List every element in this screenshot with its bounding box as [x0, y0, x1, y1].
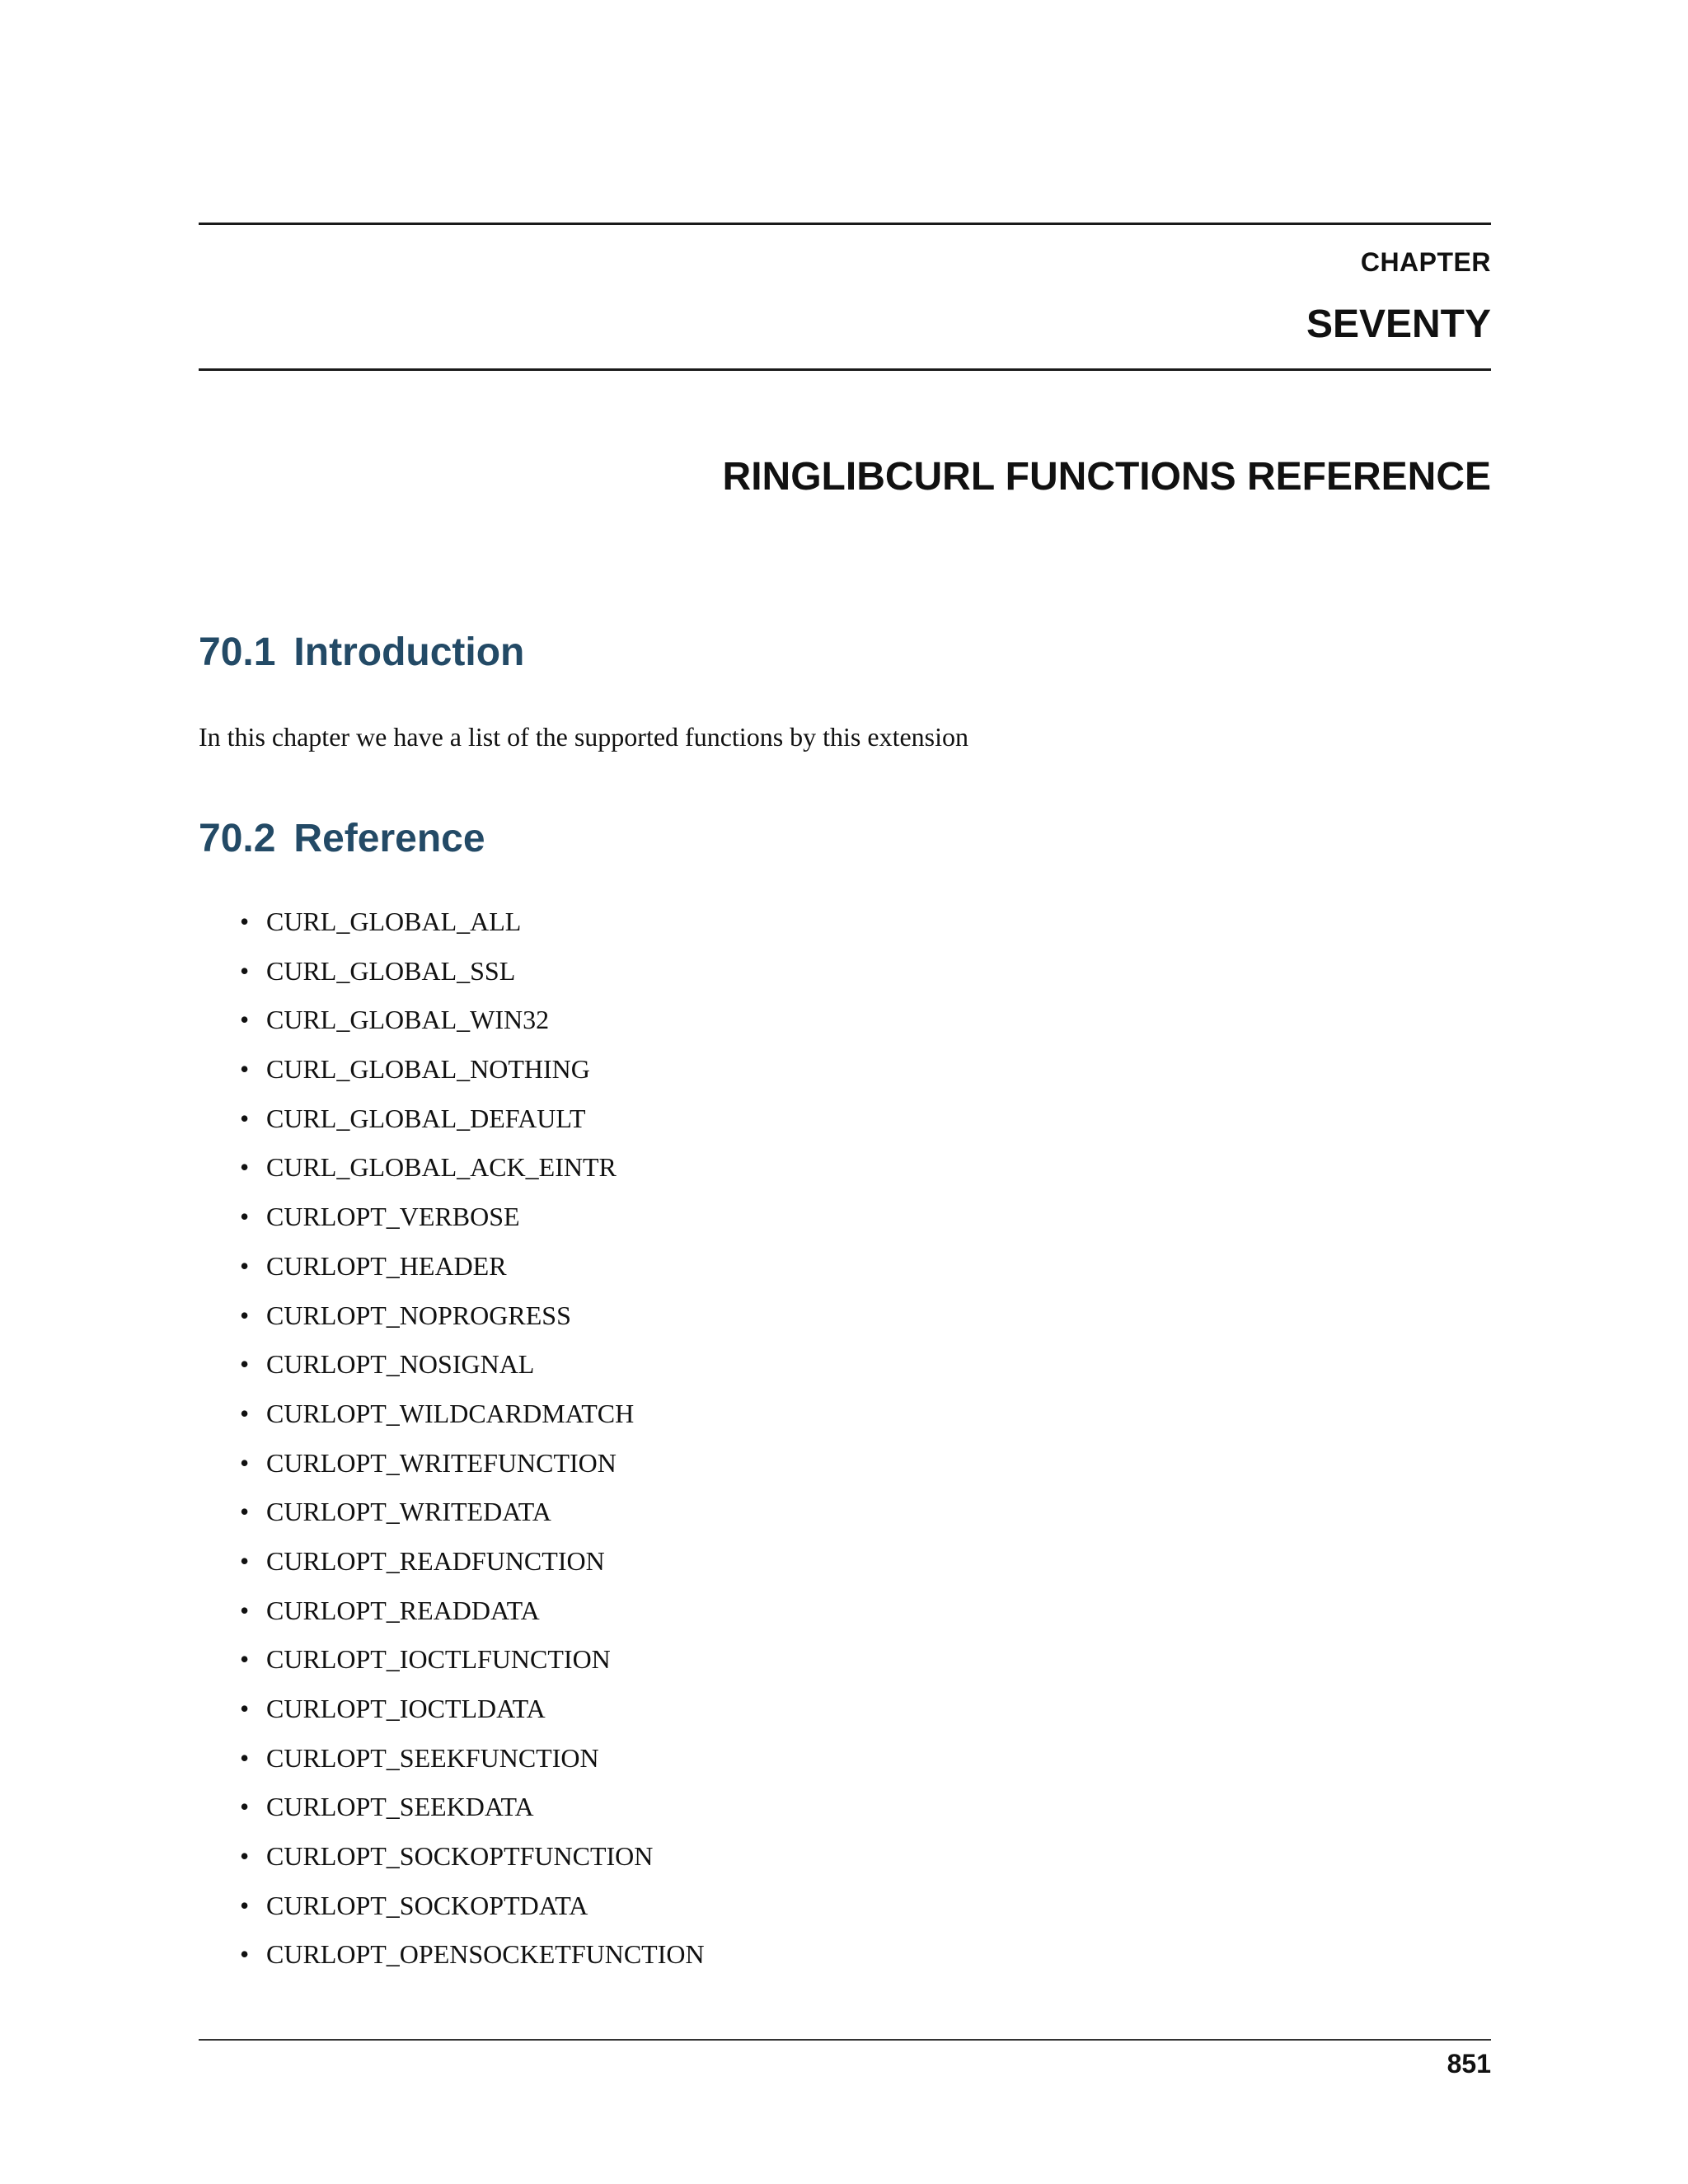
list-item [199, 1099, 705, 1148]
bullet: • [240, 1497, 250, 1527]
bullet: • [240, 1792, 250, 1822]
bullet: • [240, 1300, 250, 1330]
list-item [199, 1787, 705, 1836]
bullet: • [240, 1694, 250, 1723]
list-item-text: CURLOPT_SOCKOPTDATA [266, 1890, 588, 1920]
list-item-text: CURLOPT_WRITEFUNCTION [266, 1447, 617, 1478]
bullet: • [240, 1447, 250, 1478]
bullet: • [240, 955, 250, 986]
list-item [199, 1049, 705, 1099]
bullet: • [240, 907, 250, 936]
list-item [199, 1000, 705, 1049]
list-item [199, 1443, 705, 1493]
list-item-text: CURL_GLOBAL_ALL [266, 907, 522, 936]
chapter-top-rule [199, 223, 1491, 225]
section-heading-introduction [199, 630, 524, 675]
bullet: • [240, 1545, 250, 1576]
bullet: • [240, 1890, 250, 1920]
list-item-text: CURLOPT_IOCTLDATA [266, 1694, 546, 1723]
chapter-number: SEVENTY [1306, 302, 1491, 346]
list-item [199, 1689, 705, 1738]
list-item [199, 951, 705, 1001]
list-item [199, 1591, 705, 1640]
bullet: • [240, 1644, 250, 1675]
list-item [199, 1639, 705, 1689]
section-heading-reference [199, 816, 485, 861]
list-item-text: CURLOPT_SOCKOPTFUNCTION [266, 1841, 654, 1872]
bullet: • [240, 1054, 250, 1085]
bullet: • [240, 1595, 250, 1625]
list-item [199, 1836, 705, 1886]
list-item [199, 1246, 705, 1296]
section-number: 70.2 [199, 817, 276, 860]
list-item-text: CURL_GLOBAL_WIN32 [266, 1005, 550, 1035]
list-item-text: CURLOPT_HEADER [266, 1250, 507, 1281]
list-item [199, 1934, 705, 1984]
section-title: Reference [293, 817, 485, 860]
list-item [199, 1492, 705, 1541]
section-title: Introduction [293, 630, 525, 674]
bullet: • [240, 1349, 250, 1380]
section-number: 70.1 [199, 630, 276, 674]
list-item-text: CURLOPT_WRITEDATA [266, 1497, 551, 1527]
list-item [199, 902, 705, 951]
bullet: • [240, 1005, 250, 1035]
list-item [199, 1541, 705, 1591]
list-item-text: CURLOPT_VERBOSE [266, 1202, 520, 1232]
list-item [199, 1344, 705, 1394]
list-item-text: CURLOPT_READFUNCTION [266, 1545, 605, 1576]
bullet: • [240, 1152, 250, 1183]
chapter-title: RINGLIBCURL FUNCTIONS REFERENCE [722, 455, 1491, 499]
chapter-label: CHAPTER [1360, 247, 1491, 277]
bullet: • [240, 1841, 250, 1872]
list-item-text: CURL_GLOBAL_NOTHING [266, 1054, 590, 1085]
footer-rule [199, 2039, 1491, 2041]
reference-list [199, 902, 705, 1984]
list-item-text: CURLOPT_SEEKFUNCTION [266, 1742, 599, 1773]
bullet: • [240, 1202, 250, 1232]
list-item-text: CURL_GLOBAL_ACK_EINTR [266, 1152, 617, 1183]
bullet: • [240, 1250, 250, 1281]
list-item-text: CURLOPT_NOPROGRESS [266, 1300, 571, 1330]
list-item-text: CURL_GLOBAL_DEFAULT [266, 1103, 586, 1133]
list-item [199, 1738, 705, 1788]
bullet: • [240, 1939, 250, 1970]
bullet: • [240, 1742, 250, 1773]
list-item-text: CURL_GLOBAL_SSL [266, 955, 516, 986]
list-item-text: CURLOPT_READDATA [266, 1595, 540, 1625]
introduction-paragraph: In this chapter we have a list of the supported functions by this extension [199, 722, 969, 752]
list-item [199, 1197, 705, 1246]
chapter-bottom-rule [199, 368, 1491, 371]
list-item-text: CURLOPT_NOSIGNAL [266, 1349, 535, 1380]
page-number: 851 [1447, 2049, 1491, 2079]
list-item-text: CURLOPT_IOCTLFUNCTION [266, 1644, 611, 1675]
list-item-text: CURLOPT_OPENSOCKETFUNCTION [266, 1939, 705, 1970]
list-item [199, 1394, 705, 1443]
list-item [199, 1147, 705, 1197]
list-item [199, 1296, 705, 1345]
list-item-text: CURLOPT_WILDCARDMATCH [266, 1398, 635, 1428]
bullet: • [240, 1398, 250, 1428]
list-item-text: CURLOPT_SEEKDATA [266, 1792, 534, 1822]
bullet: • [240, 1103, 250, 1133]
list-item [199, 1886, 705, 1935]
